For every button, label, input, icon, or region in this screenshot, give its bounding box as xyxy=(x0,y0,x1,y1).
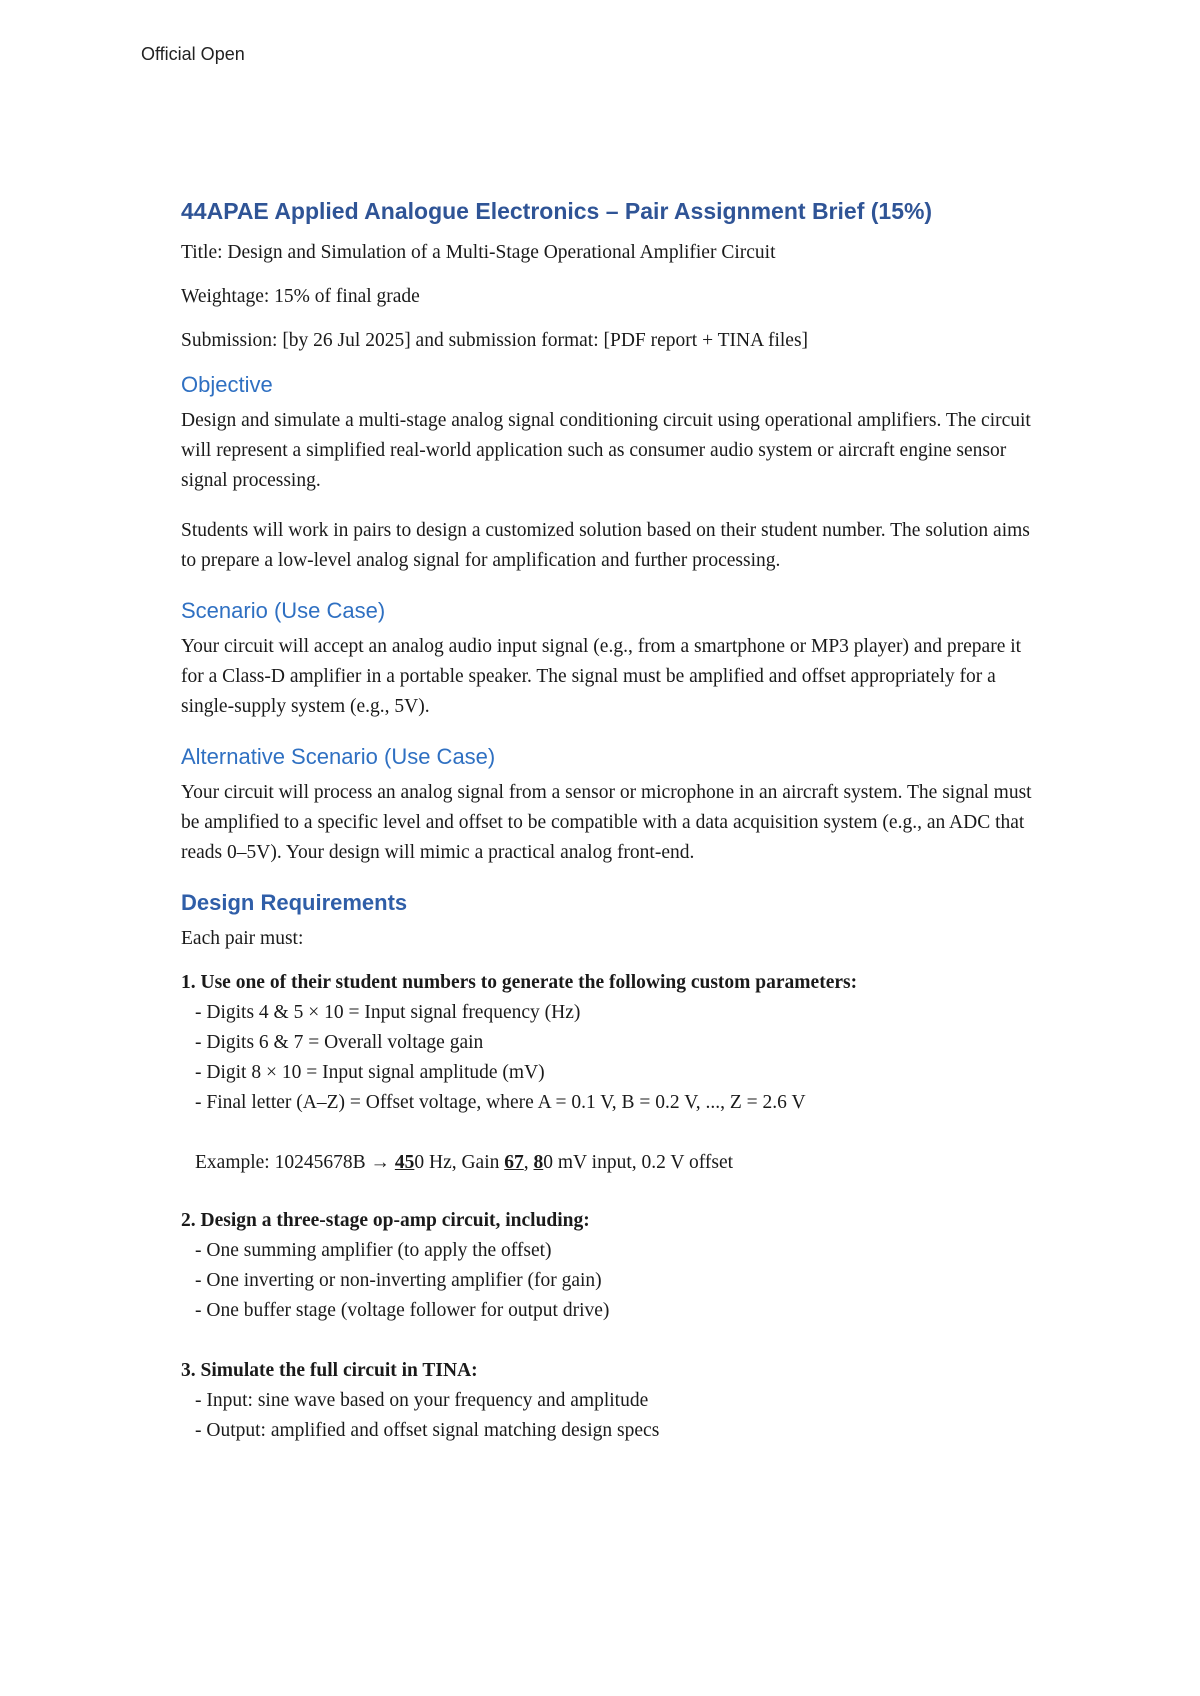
requirement-3-title: 3. Simulate the full circuit in TINA: xyxy=(181,1360,478,1381)
example-frequency-digits: 45 xyxy=(394,1152,415,1173)
example-gain-digits: 67 xyxy=(504,1152,524,1173)
requirement-1-title: 1. Use one of their student numbers to generate the following custom parameters: xyxy=(181,972,858,993)
example-prefix: Example: 10245678B → xyxy=(195,1152,395,1173)
requirement-2-bullet: - One inverting or non-inverting amplifier (for gain) xyxy=(195,1270,602,1291)
submission-line: Submission: [by 26 Jul 2025] and submission format: [PDF report + TINA files] xyxy=(181,330,809,351)
parameter-example xyxy=(181,1148,1041,1178)
example-amplitude-digit: 8 xyxy=(533,1152,544,1173)
requirement-3-bullet: - Output: amplified and offset signal matching design specs xyxy=(195,1420,660,1441)
example-frequency-rest: 0 Hz, Gain xyxy=(414,1152,505,1173)
example-suffix: 0 mV input, 0.2 V offset xyxy=(543,1152,734,1173)
objective-paragraph-2: Students will work in pairs to design a customized solution based on their student number. The solution aims to prepare a low-level analog signal for amplification and further processing. xyxy=(181,520,1030,571)
requirement-2-bullet: - One buffer stage (voltage follower for output drive) xyxy=(195,1300,610,1321)
requirement-1-bullet: - Digits 6 & 7 = Overall voltage gain xyxy=(195,1032,484,1053)
requirement-3 xyxy=(181,1356,1041,1446)
requirement-3-bullet: - Input: sine wave based on your frequency and amplitude xyxy=(195,1390,649,1411)
document-body xyxy=(181,196,1041,1476)
requirement-2-title: 2. Design a three-stage op-amp circuit, including: xyxy=(181,1210,590,1231)
scenario-paragraph: Your circuit will accept an analog audio input signal (e.g., from a smartphone or MP3 player) and prepare it for a Class-D amplifier in a portable speaker. The signal must be amplified and offset appropriately for a single-supply system (e.g., 5V). xyxy=(181,636,1022,717)
requirement-1-bullet: - Digits 4 & 5 × 10 = Input signal frequency (Hz) xyxy=(195,1002,581,1023)
weightage-line: Weightage: 15% of final grade xyxy=(181,286,420,307)
classification-label: Official Open xyxy=(141,44,245,64)
requirement-2-bullet: - One summing amplifier (to apply the offset) xyxy=(195,1240,552,1261)
requirement-1 xyxy=(181,968,1041,1178)
title-line: Title: Design and Simulation of a Multi-Stage Operational Amplifier Circuit xyxy=(181,242,776,263)
scenario-heading: Scenario (Use Case) xyxy=(181,598,386,623)
design-intro: Each pair must: xyxy=(181,928,304,949)
alt-scenario-paragraph: Your circuit will process an analog signal from a sensor or microphone in an aircraft system. The signal must be amplified to a specific level and offset to be compatible with a data acquisition system (e.g., an ADC that reads 0–5V). Your design will mimic a practical analog front-end. xyxy=(181,782,1032,863)
example-separator: , xyxy=(523,1152,534,1173)
alt-scenario-heading: Alternative Scenario (Use Case) xyxy=(181,744,496,769)
objective-paragraph-1: Design and simulate a multi-stage analog signal conditioning circuit using operational amplifiers. The circuit will represent a simplified real-world application such as consumer audio system or aircraft engine sensor signal processing. xyxy=(181,410,1031,491)
requirement-1-bullet: - Digit 8 × 10 = Input signal amplitude (mV) xyxy=(195,1062,545,1083)
document-title: 44APAE Applied Analogue Electronics – Pair Assignment Brief (15%) xyxy=(181,198,933,224)
design-requirements-heading: Design Requirements xyxy=(181,890,408,915)
objective-heading: Objective xyxy=(181,372,273,397)
requirement-1-bullet: - Final letter (A–Z) = Offset voltage, where A = 0.1 V, B = 0.2 V, ..., Z = 2.6 V xyxy=(195,1092,806,1113)
requirement-2 xyxy=(181,1206,1041,1326)
